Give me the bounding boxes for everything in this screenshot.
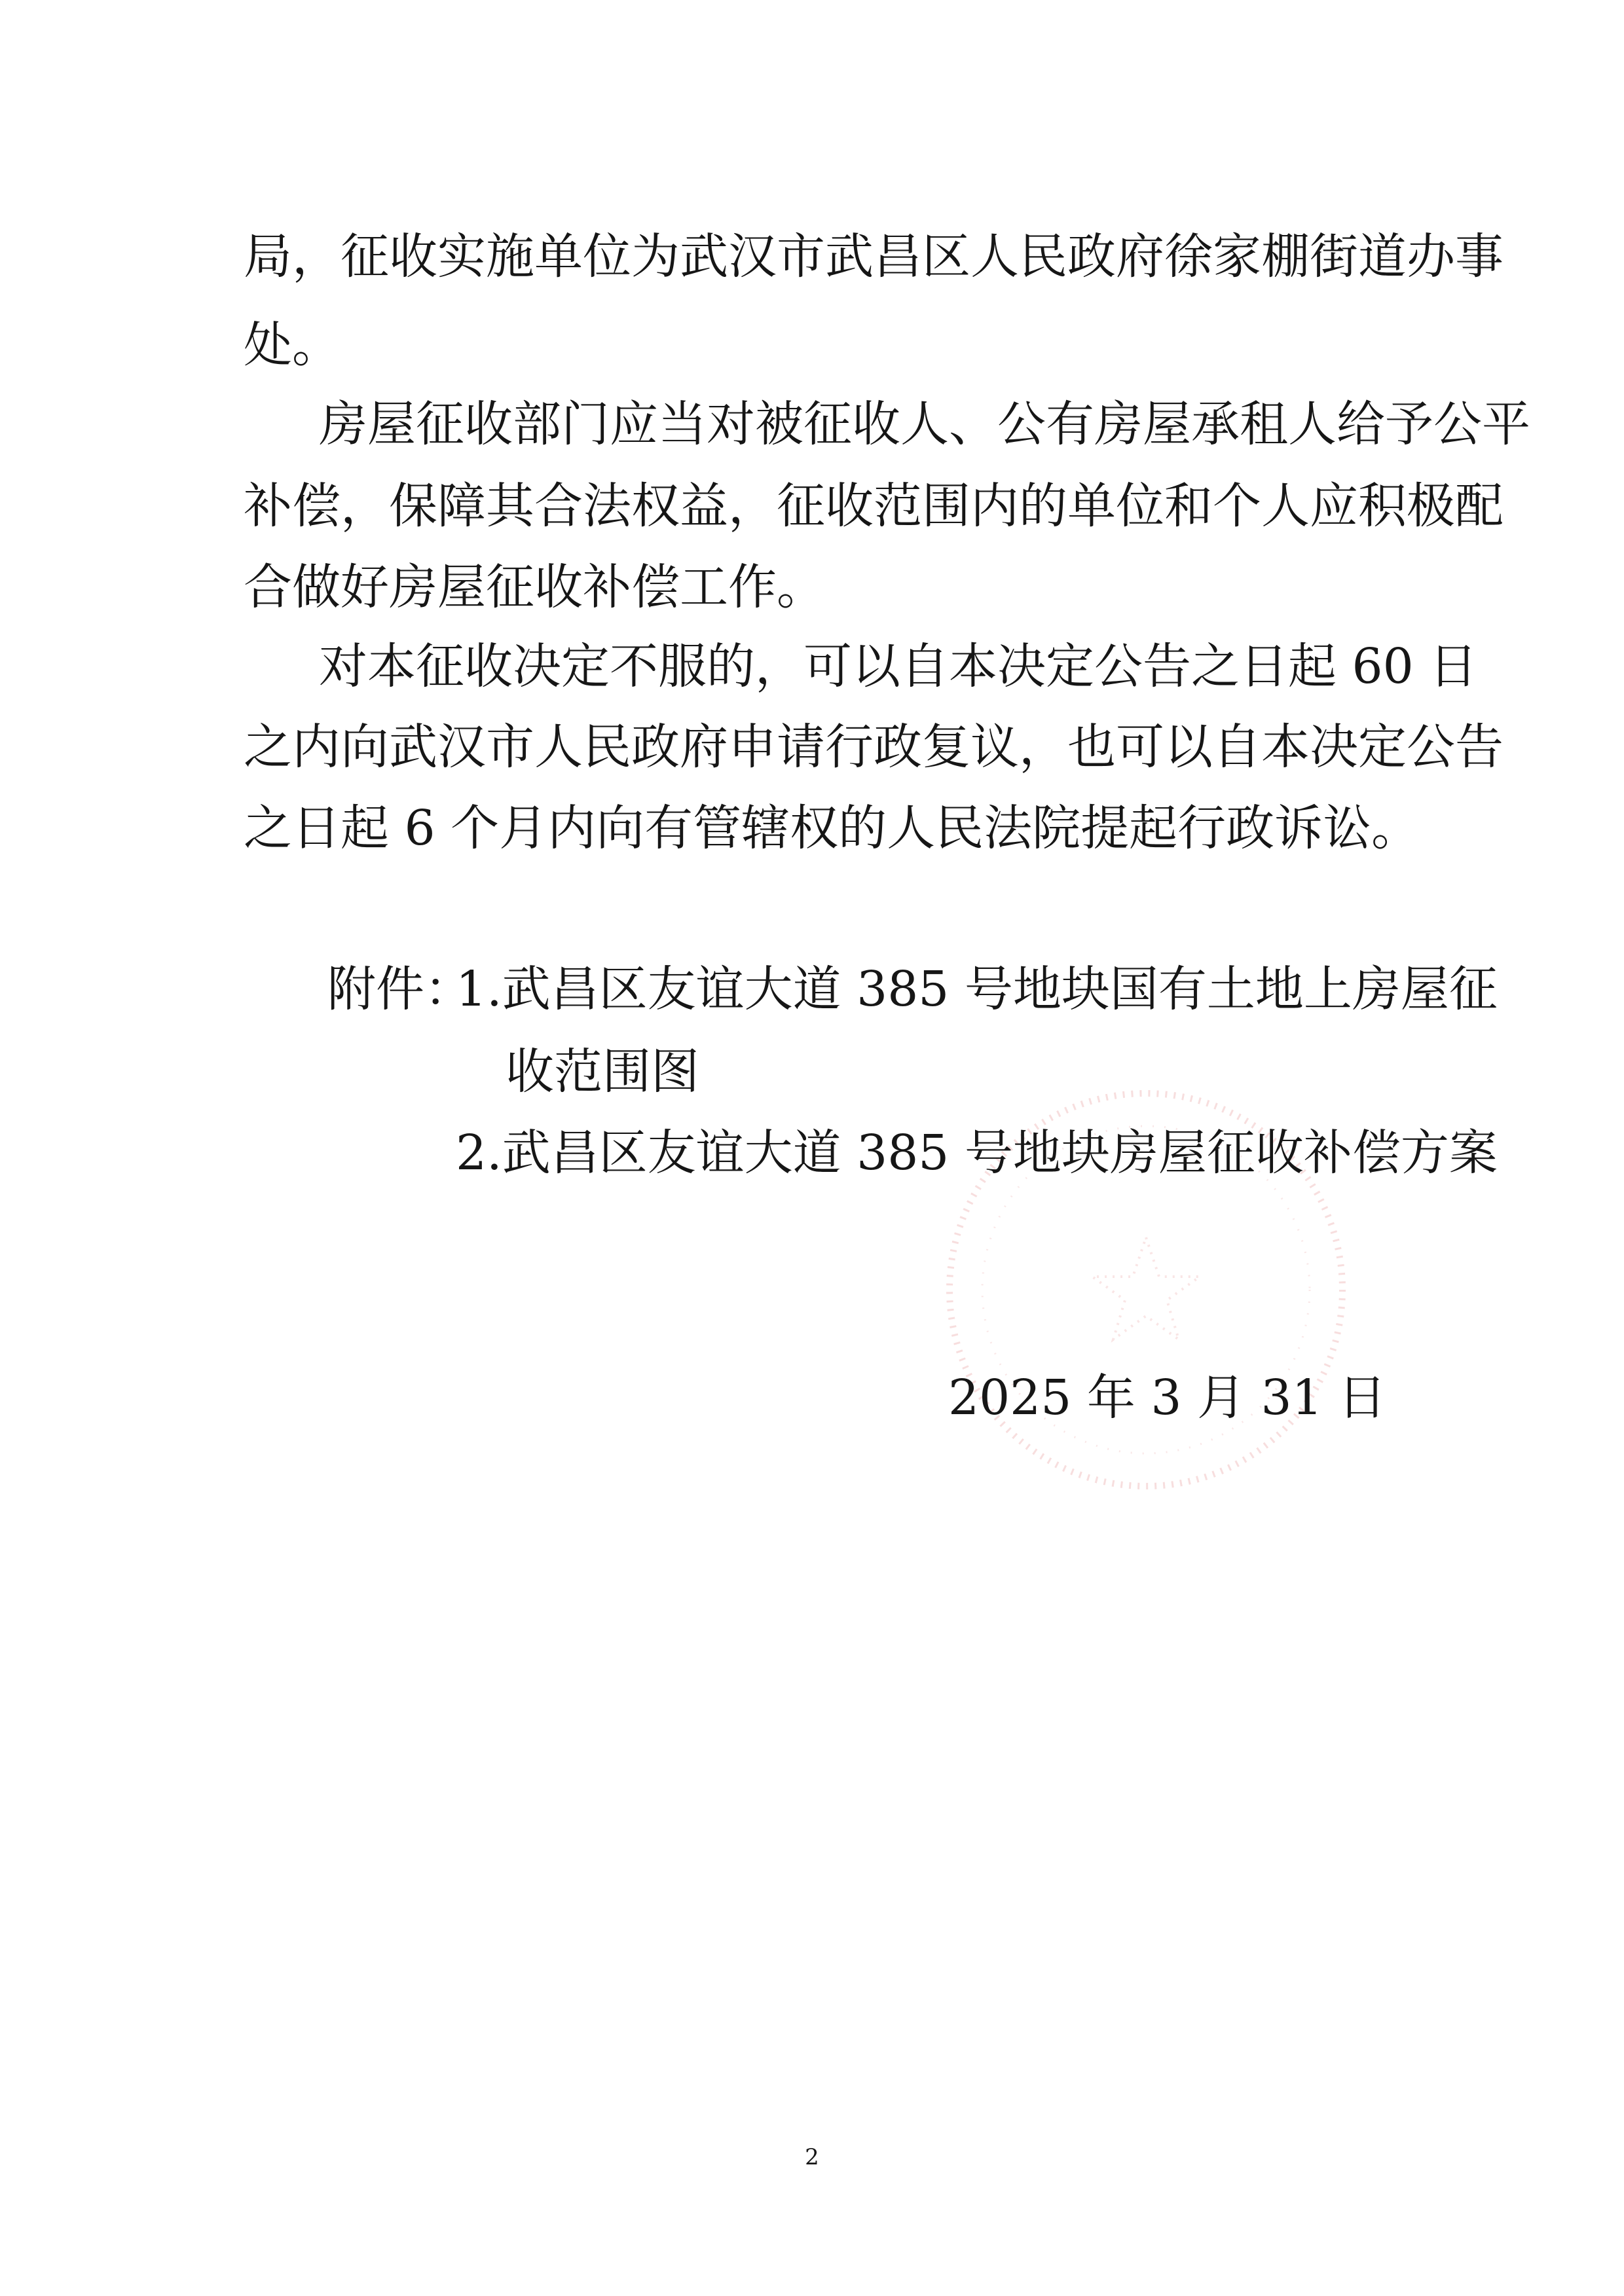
attachment-2: 2.武昌区友谊大道 385 号地块房屋征收补偿方案 [456,1125,1498,1181]
attachment-1-line-1: 1.武昌区友谊大道 385 号地块国有土地上房屋征 [456,961,1498,1017]
paragraph-2-line-3: 合做好房屋征收补偿工作。 [244,559,825,615]
page-number: 2 [805,2144,819,2170]
attachments-label: 附件： [327,961,473,1017]
paragraph-1-line-1: 局，征收实施单位为武汉市武昌区人民政府徐家棚街道办事 [244,228,1504,285]
document-date: 2025 年 3 月 31 日 [948,1370,1387,1426]
attachment-1-line-2: 收范围图 [506,1044,699,1100]
paragraph-2-line-2: 补偿，保障其合法权益，征收范围内的单位和个人应积极配 [244,478,1504,534]
paragraph-2-line-1: 房屋征收部门应当对被征收人、公有房屋承租人给予公平 [319,396,1530,452]
paragraph-3-line-3: 之日起 6 个月内向有管辖权的人民法院提起行政诉讼。 [244,800,1420,856]
paragraph-1-line-2: 处。 [244,317,341,373]
paragraph-3-line-2: 之内向武汉市人民政府申请行政复议，也可以自本决定公告 [244,719,1504,775]
paragraph-3-line-1: 对本征收决定不服的，可以自本决定公告之日起 60 日 [319,638,1478,695]
